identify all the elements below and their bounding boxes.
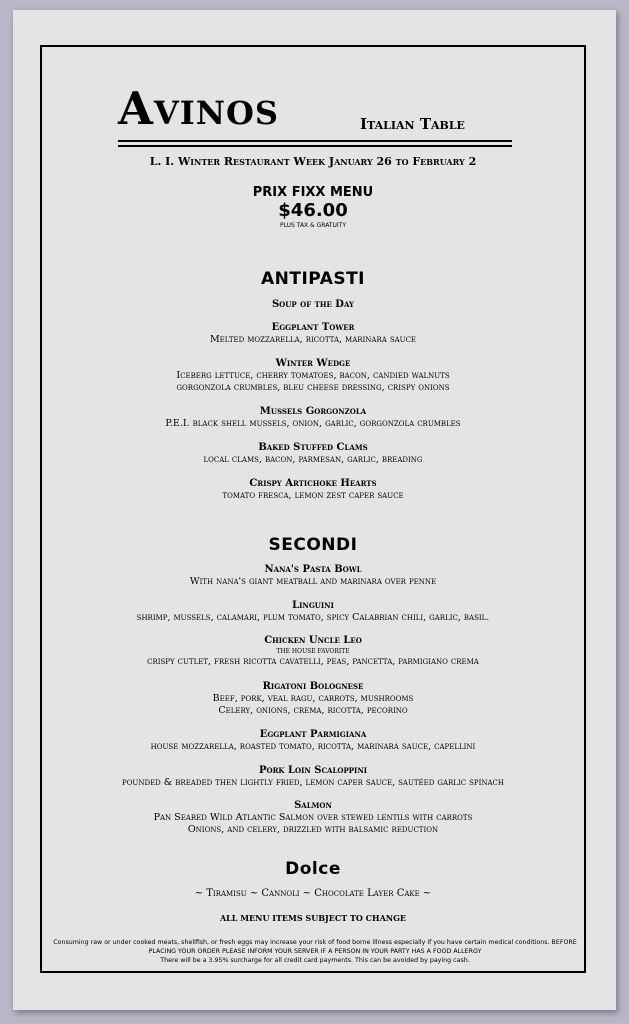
disclaimer <box>50 938 580 965</box>
item-name: Soup of the Day <box>271 299 355 310</box>
brand-subtitle: Italian Table <box>360 115 465 133</box>
subject-to-change-note: ALL MENU ITEMS SUBJECT TO CHANGE <box>219 913 407 923</box>
brand-row <box>118 81 518 141</box>
item-name: Eggplant Parmigiana <box>259 729 367 740</box>
item-name: Baked Stuffed Clams <box>258 442 368 453</box>
item-description: Beef, pork, veal ragu, carrots, mushrooms <box>212 693 414 704</box>
item-note: THE HOUSE FAVORITE <box>276 648 350 655</box>
menu-item <box>42 357 584 394</box>
item-description: With nana's giant meatball and marinara over penne <box>189 576 437 587</box>
brand-rule-bottom <box>118 145 512 147</box>
disclaimer-surcharge: There will be a 3.95% surcharge for all credit card payments. This can be avoided by paying cash. <box>160 957 470 964</box>
prix-fixe-price: $46.00 <box>278 200 348 221</box>
item-name: Crispy Artichoke Hearts <box>249 478 377 489</box>
prix-fixe-title: PRIX FIXX MENU <box>252 185 374 200</box>
item-description: tomato fresca, lemon zest caper sauce <box>222 490 404 501</box>
restaurant-week-line: L. I. Winter Restaurant Week January 26 to February 2 <box>149 155 477 168</box>
menu-item <box>42 634 584 668</box>
menu-item <box>42 298 584 311</box>
item-name: Rigatoni Bolognese <box>262 681 364 692</box>
item-description: shrimp, mussels, calamari, plum tomato, spicy Calabrian chili, garlic, basil. <box>136 612 490 623</box>
item-description: local clams, bacon, parmesan, garlic, breading <box>203 454 423 465</box>
item-description: pounded & breaded then lightly fried, lemon caper sauce, sautéed garlic spinach <box>121 777 504 788</box>
item-description: house mozzarella, roasted tomato, ricotta, marinara sauce, capellini <box>150 741 476 752</box>
menu-frame <box>40 45 586 973</box>
item-description-line2: Onions, and celery, drizzled with balsamic reduction <box>187 824 439 835</box>
item-name: Eggplant Tower <box>271 322 355 333</box>
item-description-line2: gorgonzola crumbles, bleu cheese dressing, crispy onions <box>176 382 450 393</box>
item-description: P.E.I. black shell mussels, onion, garlic, gorgonzola crumbles <box>165 418 461 429</box>
item-name: Chicken Uncle Leo <box>264 635 362 646</box>
item-name: Nana's Pasta Bowl <box>264 564 362 575</box>
item-name: Mussels Gorgonzola <box>259 406 367 417</box>
item-name: Linguini <box>292 600 334 611</box>
section-title-secondi: SECONDI <box>268 535 358 555</box>
price-note: PLUS TAX & GRATUITY <box>279 222 347 229</box>
menu-item <box>42 799 584 836</box>
brand-rule-top <box>118 140 512 142</box>
menu-item <box>42 321 584 346</box>
section-title-antipasti: ANTIPASTI <box>260 269 366 289</box>
section-title-dolce: Dolce <box>285 859 341 879</box>
brand-name: Avinos <box>118 82 279 135</box>
menu-item <box>42 599 584 624</box>
menu-item <box>42 441 584 466</box>
menu-item <box>42 680 584 717</box>
menu-item <box>42 563 584 588</box>
menu-item <box>42 728 584 753</box>
disclaimer-allergy: Consuming raw or under cooked meats, shellfish, or fresh eggs may increase your risk of food borne illness especially if you have certain medical conditions. BEFORE PLACING YOUR ORDER PLEASE INFORM YOUR SERVER IF A PERSON IN YOUR PARTY HAS A FOOD ALLERGY <box>53 939 577 955</box>
item-description: Iceberg lettuce, cherry tomatoes, bacon, candied walnuts <box>176 370 450 381</box>
item-name: Salmon <box>294 800 332 811</box>
item-description: Pan Seared Wild Atlantic Salmon over stewed lentils with carrots <box>153 812 473 823</box>
menu-item <box>42 477 584 502</box>
menu-sheet <box>13 10 616 1010</box>
item-description: crispy cutlet, fresh ricotta cavatelli, peas, pancetta, parmigiano crema <box>147 656 479 667</box>
item-name: Pork Loin Scaloppini <box>258 765 367 776</box>
menu-item <box>42 405 584 430</box>
dolce-list: ~ Tiramisu ~ Cannoli ~ Chocolate Layer Cake ~ <box>194 888 432 899</box>
item-name: Winter Wedge <box>275 358 351 369</box>
menu-item <box>42 764 584 789</box>
item-description-line2: Celery, onions, crema, ricotta, pecorino <box>218 705 408 716</box>
item-description: Melted mozzarella, ricotta, marinara sauce <box>209 334 417 345</box>
